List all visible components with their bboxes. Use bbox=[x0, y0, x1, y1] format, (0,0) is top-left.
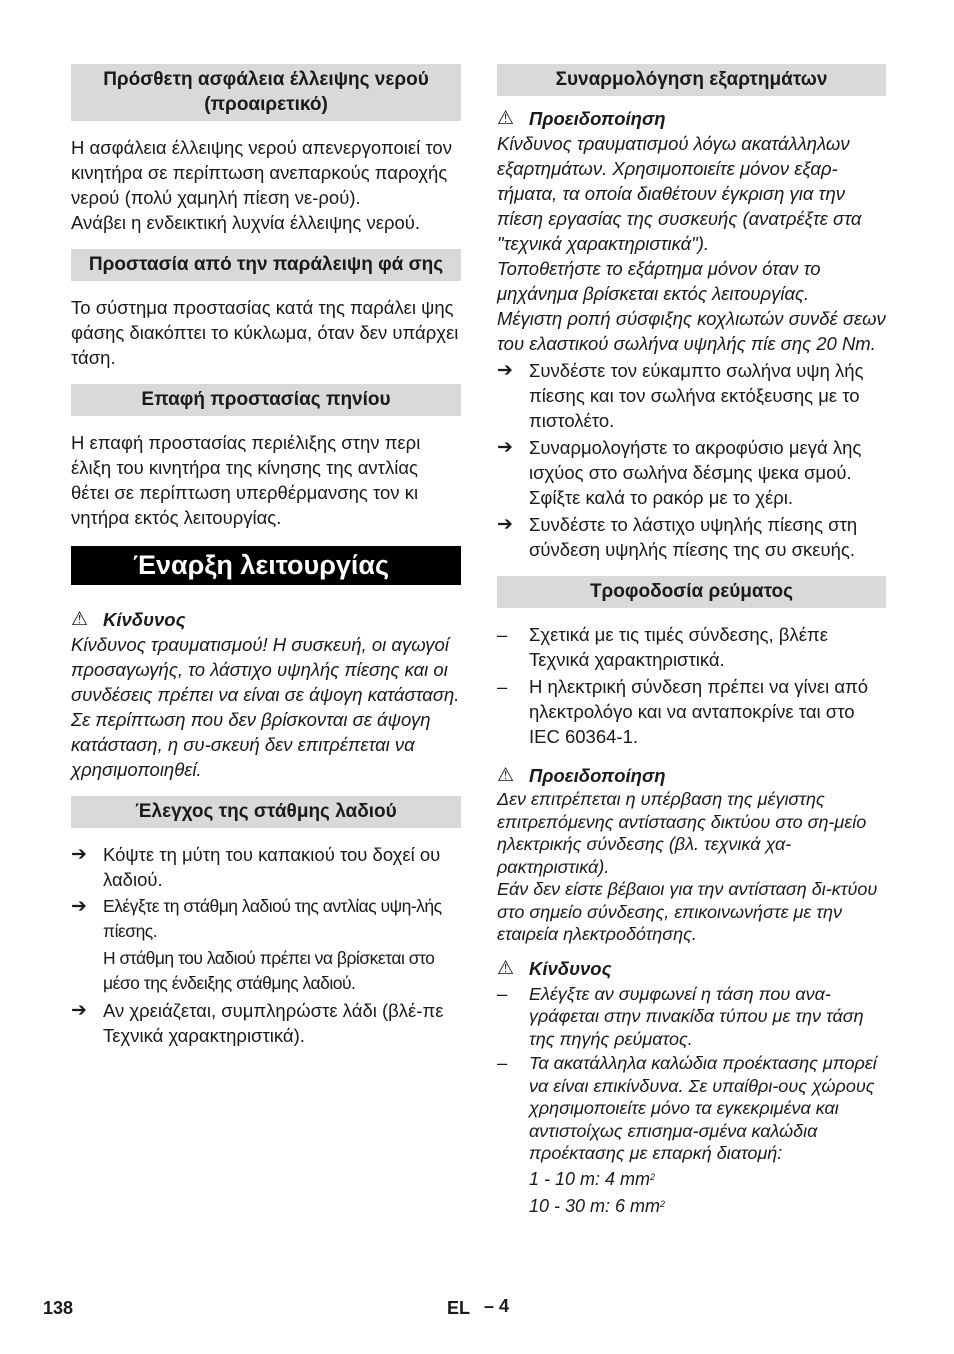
section-heading-power-supply: Τροφοδοσία ρεύματος bbox=[497, 576, 886, 608]
dash-bullet: – bbox=[497, 1052, 508, 1073]
chapter-heading-start-up: Έναρξη λειτουργίας bbox=[71, 546, 461, 585]
water-safety-lamp-text: Ανάβει η ενδεικτική λυχνία έλλειψης νερού. bbox=[71, 212, 421, 233]
accessory-step-3: Συνδέστε το λάστιχο υψηλής πίεσης στη σύνδεση υψηλής πίεσης της συ σκευής. bbox=[529, 514, 858, 560]
oil-step-2: Ελέγξτε τη στάθμη λαδιού της αντλίας υψη-λής πίεσης. bbox=[103, 896, 442, 942]
cable-spec-2-text: 10 - 30 m: 6 mm bbox=[529, 1195, 661, 1216]
sub-page-number: – 4 bbox=[484, 1296, 510, 1316]
power-danger-label-text: Κίνδυνος bbox=[529, 957, 612, 979]
warning-triangle-icon: ⚠ bbox=[497, 765, 515, 786]
warning-text-2: Τοποθετήστε το εξάρτημα μόνον όταν το μηχάνημα βρίσκεται εκτός λειτουργίας. bbox=[497, 258, 821, 304]
power-danger-label bbox=[497, 956, 886, 981]
arrow-right-icon: ➔ bbox=[497, 514, 513, 535]
arrow-right-icon: ➔ bbox=[71, 844, 87, 866]
list-item bbox=[71, 842, 461, 892]
section-heading-winding-contact: Επαφή προστασίας πηνίου bbox=[71, 384, 461, 416]
right-column bbox=[497, 64, 886, 1219]
water-safety-text: Η ασφάλεια έλλειψης νερού απενεργοποιεί τον κινητήρα σε περίπτωση ανεπαρκούς παροχής νερού (πολύ χαμηλή πίεση νε-ρού). bbox=[71, 137, 452, 208]
arrow-right-icon: ➔ bbox=[497, 360, 513, 381]
list-item bbox=[71, 894, 461, 944]
list-item bbox=[71, 998, 461, 1048]
page-number: 138 bbox=[43, 1298, 74, 1318]
cable-spec-1-sup: 2 bbox=[650, 1171, 656, 1182]
section-heading-phase-protection: Προστασία από την παράλειψη φά σης bbox=[71, 249, 461, 281]
power-warning-text-2: Εάν δεν είστε βέβαιοι για την αντίσταση δι-κτύου στο σημείο σύνδεσης, επικοινωνήστε με την εταιρεία ηλεκτροδότησης. bbox=[497, 879, 878, 944]
warning-label bbox=[497, 106, 886, 131]
oil-step-3: Αν χρειάζεται, συμπληρώστε λάδι (βλέ-πε Τεχνικά χαρακτηριστικά). bbox=[103, 1000, 444, 1047]
cable-spec-1 bbox=[497, 1165, 886, 1192]
list-item bbox=[497, 435, 886, 510]
phase-protection-text: Το σύστημα προστασίας κατά της παράλει ψης φάσης διακόπτει το κύκλωμα, όταν δεν υπάρχει τάση. bbox=[71, 297, 459, 368]
dash-bullet: – bbox=[497, 982, 508, 1004]
oil-step-1: Κόψτε τη μύτη του καπακιού του δοχεί ου λαδιού. bbox=[103, 844, 441, 891]
accessory-step-1: Συνδέστε τον εύκαμπτο σωλήνα υψη λής πίεσης και τον σωλήνα εκτόξευσης με το πιστολέτο. bbox=[529, 360, 864, 431]
section-heading-accessories: Συναρμολόγηση εξαρτημάτων bbox=[497, 64, 886, 96]
section-heading-water-safety: Πρόσθετη ασφάλεια έλλειψης νερού (προαιρετικό) bbox=[71, 64, 461, 121]
warning-triangle-icon: ⚠ bbox=[71, 609, 89, 631]
danger-label-text: Κίνδυνος bbox=[103, 609, 186, 631]
power-item-1: Σχετικά με τις τιμές σύνδεσης, βλέπε Τεχνικά χαρακτηριστικά. bbox=[529, 624, 828, 670]
warning-triangle-icon: ⚠ bbox=[497, 108, 515, 129]
power-danger-item-2: Τα ακατάλληλα καλώδια προέκτασης μπορεί να είναι επικίνδυνα. Σε υπαίθρι-ους χώρους χρησιμοποιείτε μόνο τα εγκεκριμένα και αντιστοίχως επισημα-σμένα καλώδια προέκτασης με επαρκή διατομή: bbox=[529, 1053, 877, 1163]
cable-spec-2 bbox=[497, 1192, 886, 1219]
accessory-steps-list bbox=[497, 358, 886, 562]
oil-level-note: Η στάθμη του λαδιού πρέπει να βρίσκεται στο μέσο της ένδειξης στάθμης λαδιού. bbox=[103, 948, 435, 994]
oil-steps-list bbox=[71, 842, 461, 1048]
arrow-right-icon: ➔ bbox=[71, 896, 87, 918]
dash-bullet: – bbox=[497, 676, 508, 697]
list-item-note bbox=[71, 946, 461, 996]
power-warning-text-1: Δεν επιτρέπεται η υπέρβαση της μέγιστης επιτρεπόμενης αντίστασης δικτύου στο ση-μείο ηλεκτρικής σύνδεσης (βλ. τεχνικά χα-ρακτηριστικά). bbox=[497, 789, 867, 877]
power-item-2: Η ηλεκτρική σύνδεση πρέπει να γίνει από ηλεκτρολόγο και να ανταποκρίνε ται στο IEC 60364-1. bbox=[529, 676, 869, 747]
list-item bbox=[497, 983, 886, 1051]
warning-text-3: Μέγιστη ροπή σύσφιξης κοχλιωτών συνδέ σεων του ελαστικού σωλήνα υψηλής πίε σης 20 Nm. bbox=[497, 308, 886, 354]
power-danger-item-1: Ελέγξτε αν συμφωνεί η τάση που ανα-γράφεται στην πινακίδα τύπου με την τάση της πηγής ρεύματος. bbox=[529, 983, 864, 1049]
warning-text-1: Κίνδυνος τραυματισμού λόγω ακατάλληλων εξαρτημάτων. Χρησιμοποιείτε μόνον εξαρ-τήματα, τα οποία διαθέτουν έγκριση για την πίεση εργασίας της συσκευής (ανατρέξτε στα "τεχνικά χαρακτηριστικά"). bbox=[497, 133, 862, 254]
warning-label-text: Προειδοποίηση bbox=[529, 108, 666, 129]
list-item bbox=[497, 358, 886, 433]
language-code: EL bbox=[447, 1298, 471, 1318]
list-item bbox=[497, 622, 886, 672]
dash-bullet: – bbox=[497, 624, 508, 645]
power-warning-label-text: Προειδοποίηση bbox=[529, 765, 666, 786]
arrow-right-icon: ➔ bbox=[71, 1000, 87, 1022]
accessory-step-2: Συναρμολογήστε το ακροφύσιο μεγά λης ισχύος στο σωλήνα δέσμης ψεκα σμού. Σφίξτε καλά το ρακόρ με το χέρι. bbox=[529, 437, 862, 508]
list-item bbox=[497, 674, 886, 749]
danger-text: Κίνδυνος τραυματισμού! Η συσκευή, οι αγωγοί προσαγωγής, το λάστιχο υψηλής πίεσης και οι συνδέσεις πρέπει να είναι σε άψογη κατάσταση. Σε περίπτωση που δεν βρίσκονται σε άψογη κατάσταση, η συ-σκευή δεν επιτρέπεται να χρησιμοποιηθεί. bbox=[71, 634, 460, 781]
arrow-right-icon: ➔ bbox=[497, 437, 513, 458]
list-item bbox=[497, 1052, 886, 1165]
cable-spec-1-text: 1 - 10 m: 4 mm bbox=[529, 1168, 651, 1189]
warning-triangle-icon: ⚠ bbox=[497, 957, 515, 979]
winding-contact-text: Η επαφή προστασίας περιέλιξης στην περι έλιξη του κινητήρα της κίνησης της αντλίας θέτει σε περίπτωση υπερθέρμανσης τον κι νητήρα εκτός λειτουργίας. bbox=[71, 432, 421, 528]
left-column bbox=[71, 64, 461, 1048]
power-danger-list bbox=[497, 983, 886, 1165]
danger-label bbox=[71, 607, 461, 632]
power-warning-label bbox=[497, 763, 886, 788]
list-item bbox=[497, 512, 886, 562]
power-items-list bbox=[497, 622, 886, 749]
section-heading-oil-level: Έλεγχος της στάθμης λαδιού bbox=[71, 796, 461, 828]
cable-spec-2-sup: 2 bbox=[660, 1198, 666, 1209]
